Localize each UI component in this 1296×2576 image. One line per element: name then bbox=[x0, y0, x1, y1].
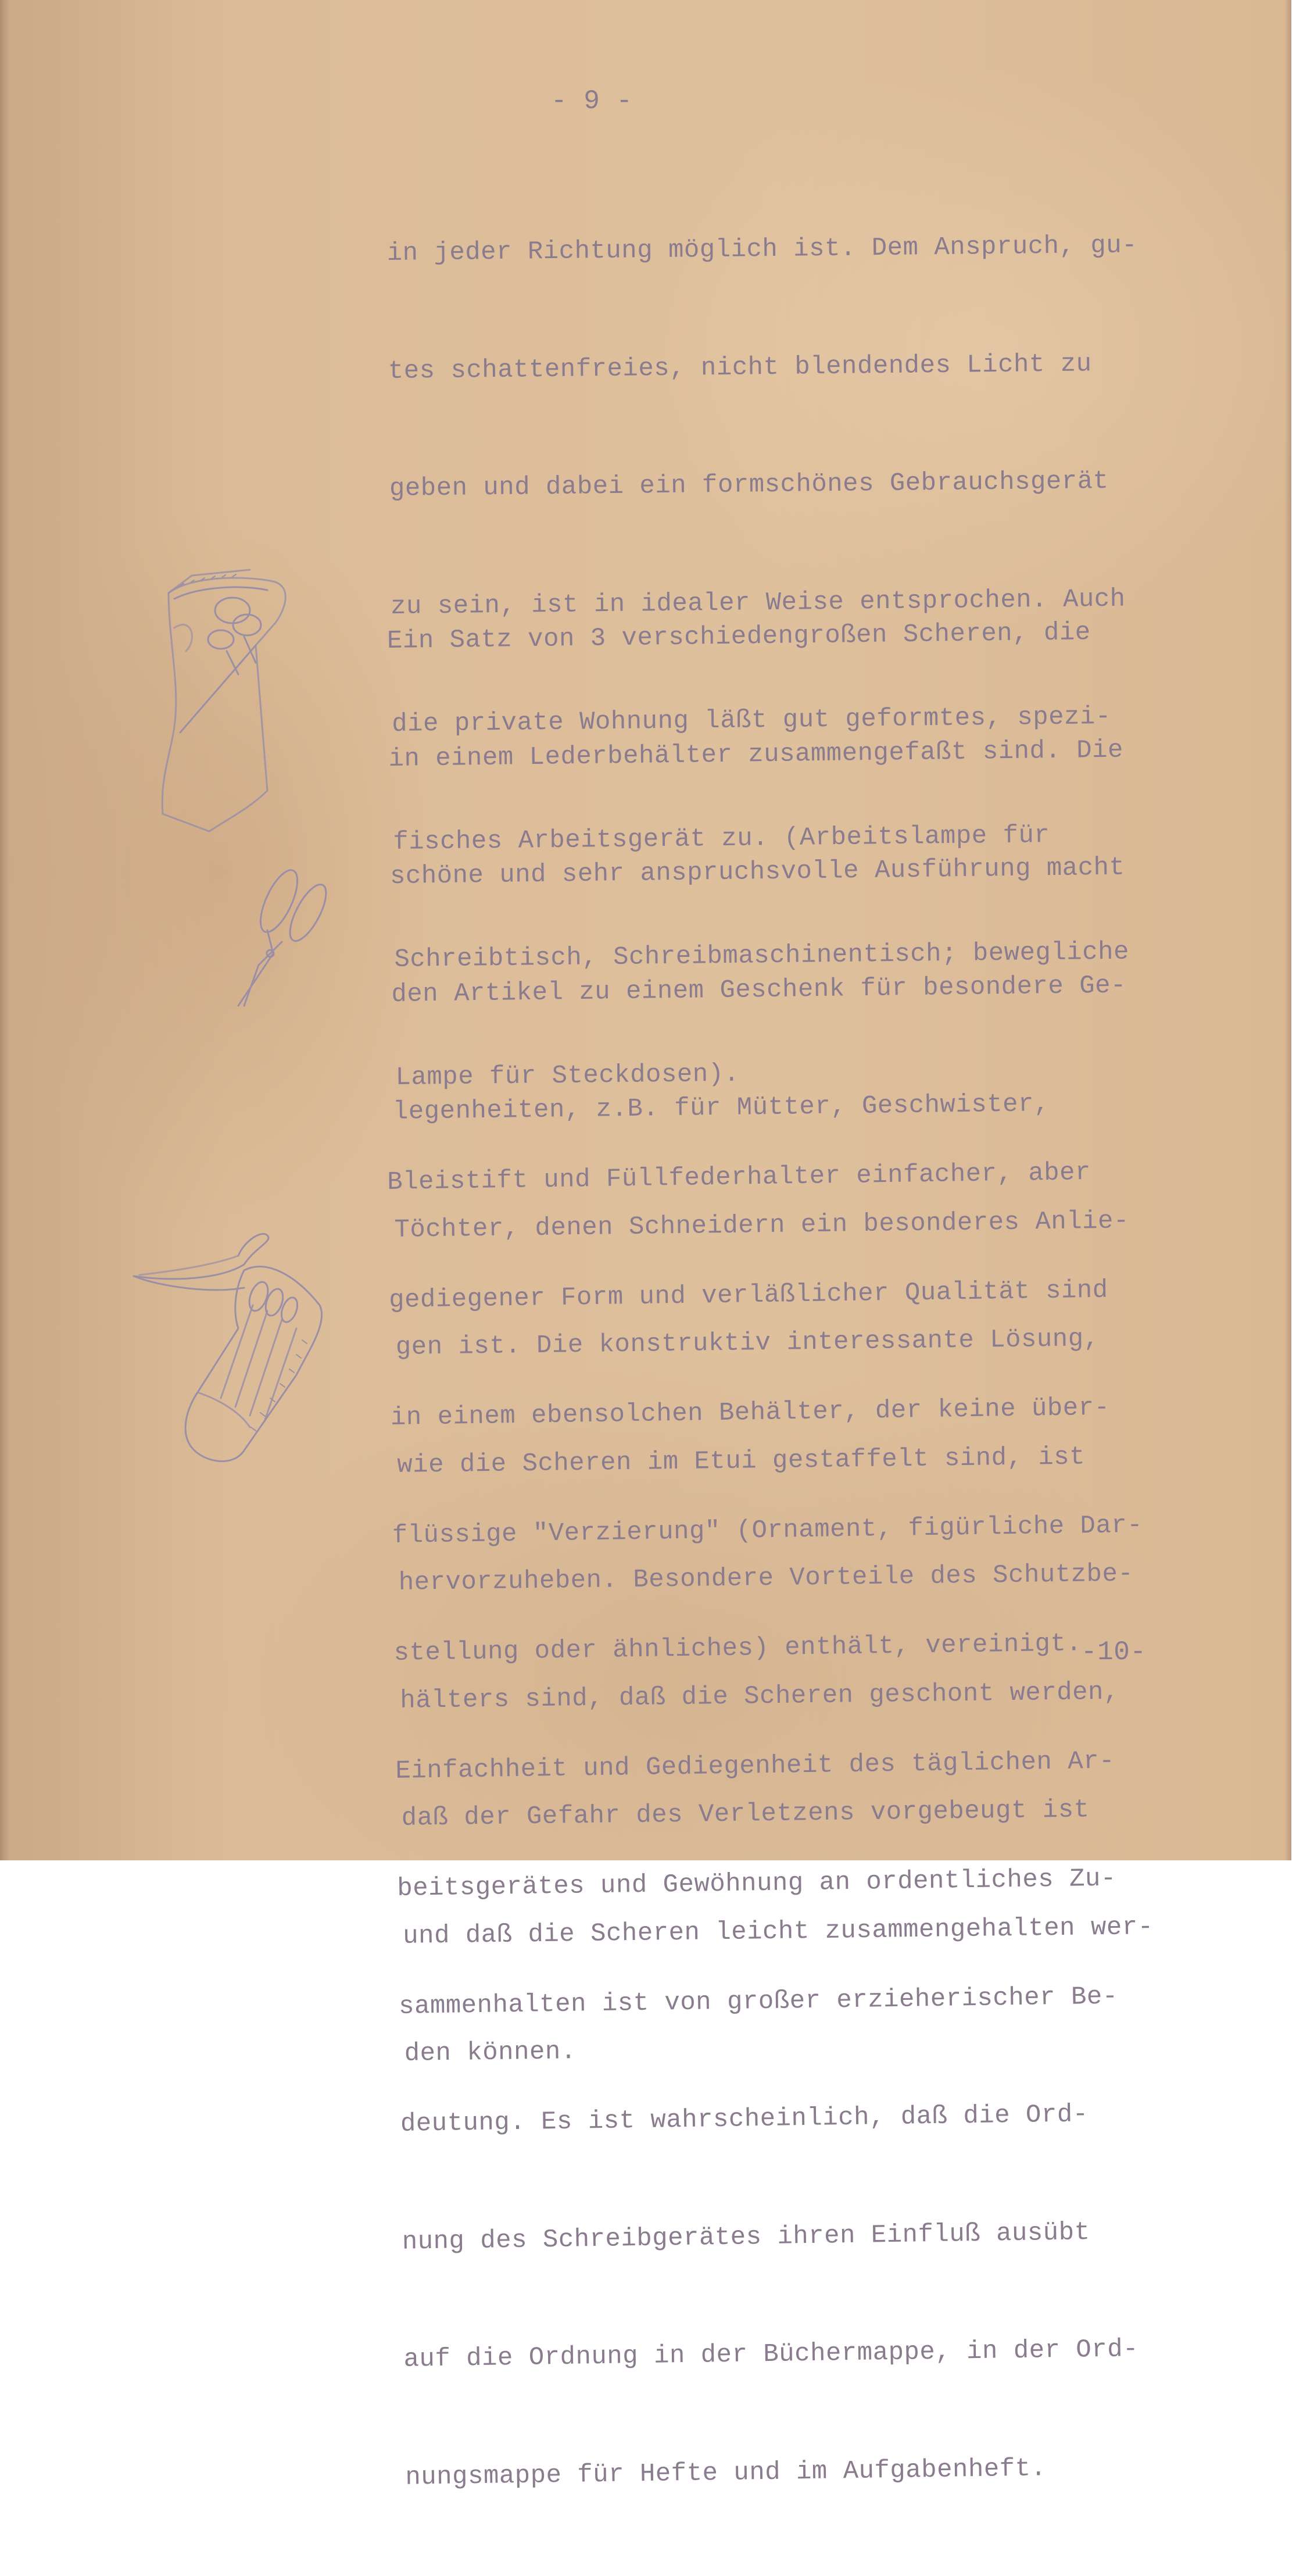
text-line: Töchter, denen Schneidern ein besonderes Anlie- bbox=[394, 1206, 1130, 1245]
page-number: - 9 - bbox=[551, 86, 633, 116]
text-line: Bleistift und Füllfederhalter einfacher, aber bbox=[386, 1158, 1091, 1197]
text-line: deutung. Es ist wahrscheinlich, daß die Ord- bbox=[400, 2100, 1089, 2139]
pen-case-sketch-icon bbox=[128, 1224, 349, 1468]
text-line: den Artikel zu einem Geschenk für besondere Ge- bbox=[391, 970, 1127, 1009]
text-line: hälters sind, daß die Scheren geschont werden, bbox=[400, 1677, 1120, 1716]
text-line: beitsgerätes und Gewöhnung an ordentliches Zu- bbox=[396, 1864, 1117, 1903]
text-line: schöne und sehr anspruchsvolle Ausführung macht bbox=[389, 853, 1125, 891]
text-line: Schreibtisch, Schreibmaschinentisch; bewegliche bbox=[394, 937, 1130, 974]
text-line: den können. bbox=[404, 2037, 577, 2068]
text-line: hervorzuheben. Besondere Vorteile des Schutzbe- bbox=[398, 1559, 1134, 1598]
text-line: legenheiten, z.B. für Mütter, Geschwister, bbox=[392, 1089, 1050, 1127]
paper-edge-left bbox=[0, 0, 9, 1860]
text-line: und daß die Scheren leicht zusammengehalten wer- bbox=[402, 1912, 1154, 1951]
text-line: in einem Lederbehälter zusammengefaßt sind. Die bbox=[388, 735, 1124, 774]
paper-edge-right bbox=[1284, 0, 1291, 1860]
text-line: fisches Arbeitsgerät zu. (Arbeitslampe für bbox=[393, 820, 1050, 857]
text-line: wie die Scheren im Etui gestaffelt sind, ist bbox=[397, 1442, 1086, 1480]
paragraph-pens bbox=[386, 1074, 1157, 2576]
text-line: in einem ebensolchen Behälter, der keine über- bbox=[390, 1393, 1110, 1432]
text-line: daß der Gefahr des Verletzens vorgebeugt ist bbox=[401, 1795, 1090, 1833]
text-line: gen ist. Die konstruktiv interessante Lösung, bbox=[395, 1324, 1100, 1362]
text-line: tes schattenfreies, nicht blendendes Licht zu bbox=[388, 349, 1092, 386]
text-line: geben und dabei ein formschönes Gebrauchsgerät bbox=[389, 467, 1109, 503]
text-line: sammenhalten ist von großer erzieherischer Be- bbox=[398, 1982, 1118, 2021]
text-line: nung des Schreibgerätes ihren Einfluß ausübt bbox=[402, 2217, 1090, 2257]
text-line: flüssige "Verzierung" (Ornament, figürliche Dar- bbox=[392, 1510, 1143, 1550]
text-line: nungsmappe für Hefte und im Aufgabenheft. bbox=[405, 2453, 1047, 2492]
text-line: Ein Satz von 3 verschiedengroßen Scheren, die bbox=[386, 618, 1091, 656]
text-line: gediegener Form und verläßlicher Qualität sind bbox=[388, 1276, 1109, 1315]
text-line: Einfachheit und Gediegenheit des täglichen Ar- bbox=[395, 1746, 1115, 1786]
text-line: auf die Ordnung in der Büchermappe, in der Ord- bbox=[403, 2335, 1139, 2374]
text-line: zu sein, ist in idealer Weise entsprochen. Auch bbox=[390, 584, 1126, 621]
next-page-marker: -10- bbox=[1081, 1637, 1147, 1667]
scissors-case-sketch-icon bbox=[157, 558, 331, 1012]
text-line: die private Wohnung läßt gut geformtes, spezi- bbox=[391, 702, 1112, 739]
text-line: in jeder Richtung möglich ist. Dem Anspruch, gu- bbox=[386, 231, 1138, 268]
text-line: Lampe für Steckdosen). bbox=[395, 1059, 740, 1092]
text-line: stellung oder ähnliches) enthält, vereinigt. bbox=[393, 1629, 1082, 1668]
